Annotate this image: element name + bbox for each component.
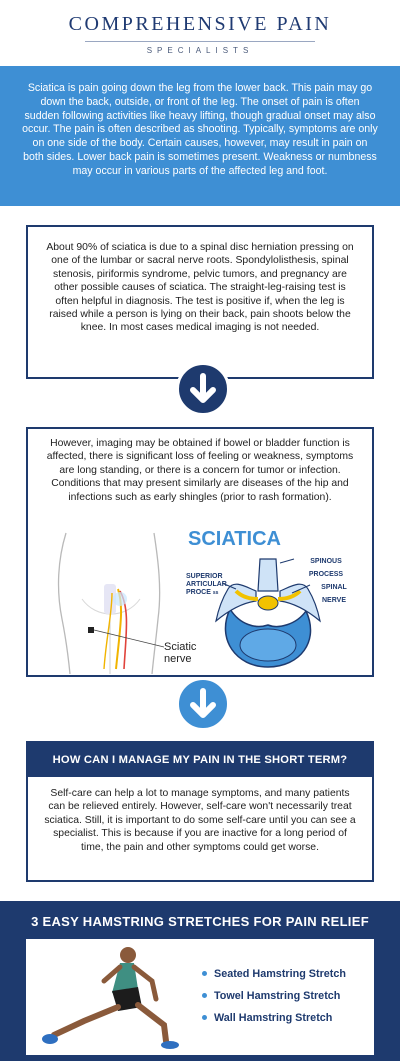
superior-label-suffix: ss [212,590,219,596]
arrow-down-icon [176,362,230,416]
illustration-heading: SCIATICA [188,528,281,550]
sciatic-nerve-label [164,641,196,665]
stretching-person-image [34,941,194,1053]
imaging-text: However, imaging may be obtained if bowel or bladder function is affected, there is significant loss of feeling or weakness, symptoms are long standing, or there is a concern for tumor or infection. Conditions that may present similarly are diseases of the hip and infections such as early shingles (prior to rash formation). [46,438,354,503]
section-heading: HOW CAN I MANAGE MY PAIN IN THE SHORT TERM? [28,743,372,777]
bullet-icon [202,971,207,976]
brand-divider [85,41,315,42]
short-term-management-section [26,741,374,882]
sciatic-nerve-label-line1: Sciatic [164,641,197,653]
spinous-process-label: SPINOUS PROCESS [308,558,344,579]
intro-text: Sciatica is pain going down the leg from the lower back. This pain may go down the back, outside, or front of the leg. The onset of pain is often sudden following activities like heavy lifting, though gradual onset may also occur. The pain is often described as shooting. Typically, symptoms are only on one side of the body. Certain causes, however, may result in pain on both sides. Lower back pain is sometimes present. Weakness or numbness may occur in various parts of the affected leg and foot. [22,82,378,177]
superior-label-line2: ARTICULAR [186,581,227,588]
imaging-card [26,427,374,677]
section-body-text: Self-care can help a lot to manage symptoms, and many patients can be relieved entirely. However, self-care won't necessarily treat sciatica. Still, it is important to do some self-care until you can see a specialist. This is because if you are inactive for a long period of time, the pain and other symptoms could get worse. [44,788,356,853]
stretch-item-label: Seated Hamstring Stretch [214,968,346,980]
stretch-item [202,963,346,985]
stretch-item [202,985,346,1007]
causes-text: About 90% of sciatica is due to a spinal disc herniation pressing on one of the lumbar or sacral nerve roots. Spondylolisthesis, spinal stenosis, piriformis syndrome, pelvic tumors, and pregnancy are other possible causes of sciatica. The straight-leg-raising test is often helpful in diagnosis. The test is positive if, when the leg is raised while a person is lying on their back, pain shoots below the knee. In most cases medical imaging is not needed. [46,242,354,334]
arrow-down-icon [176,677,230,731]
causes-card [26,225,374,379]
intro-banner [0,66,400,206]
sciatica-illustration [46,529,356,674]
superior-articular-label [186,573,227,597]
brand-subtitle: SPECIALISTS [146,46,254,55]
bullet-icon [202,993,207,998]
brand-title: COMPREHENSIVE PAIN [68,13,332,35]
body-outline-image [46,529,356,674]
sciatic-nerve-label-line2: nerve [164,653,192,665]
stretches-list [202,963,346,1029]
superior-label-line3 [186,589,227,597]
stretches-section [0,901,400,1061]
header [0,0,400,64]
spinal-nerve-label: SPINAL NERVE [321,584,347,605]
stretch-item-label: Wall Hamstring Stretch [214,1012,333,1024]
bullet-icon [202,1015,207,1020]
stretch-item-label: Towel Hamstring Stretch [214,990,341,1002]
stretches-title: 3 EASY HAMSTRING STRETCHES FOR PAIN RELIEF [31,914,369,929]
stretch-item [202,1007,346,1029]
superior-label-line3-text: PROCE [186,589,211,596]
superior-label-line1: SUPERIOR [186,573,223,580]
stretches-panel [26,939,374,1055]
